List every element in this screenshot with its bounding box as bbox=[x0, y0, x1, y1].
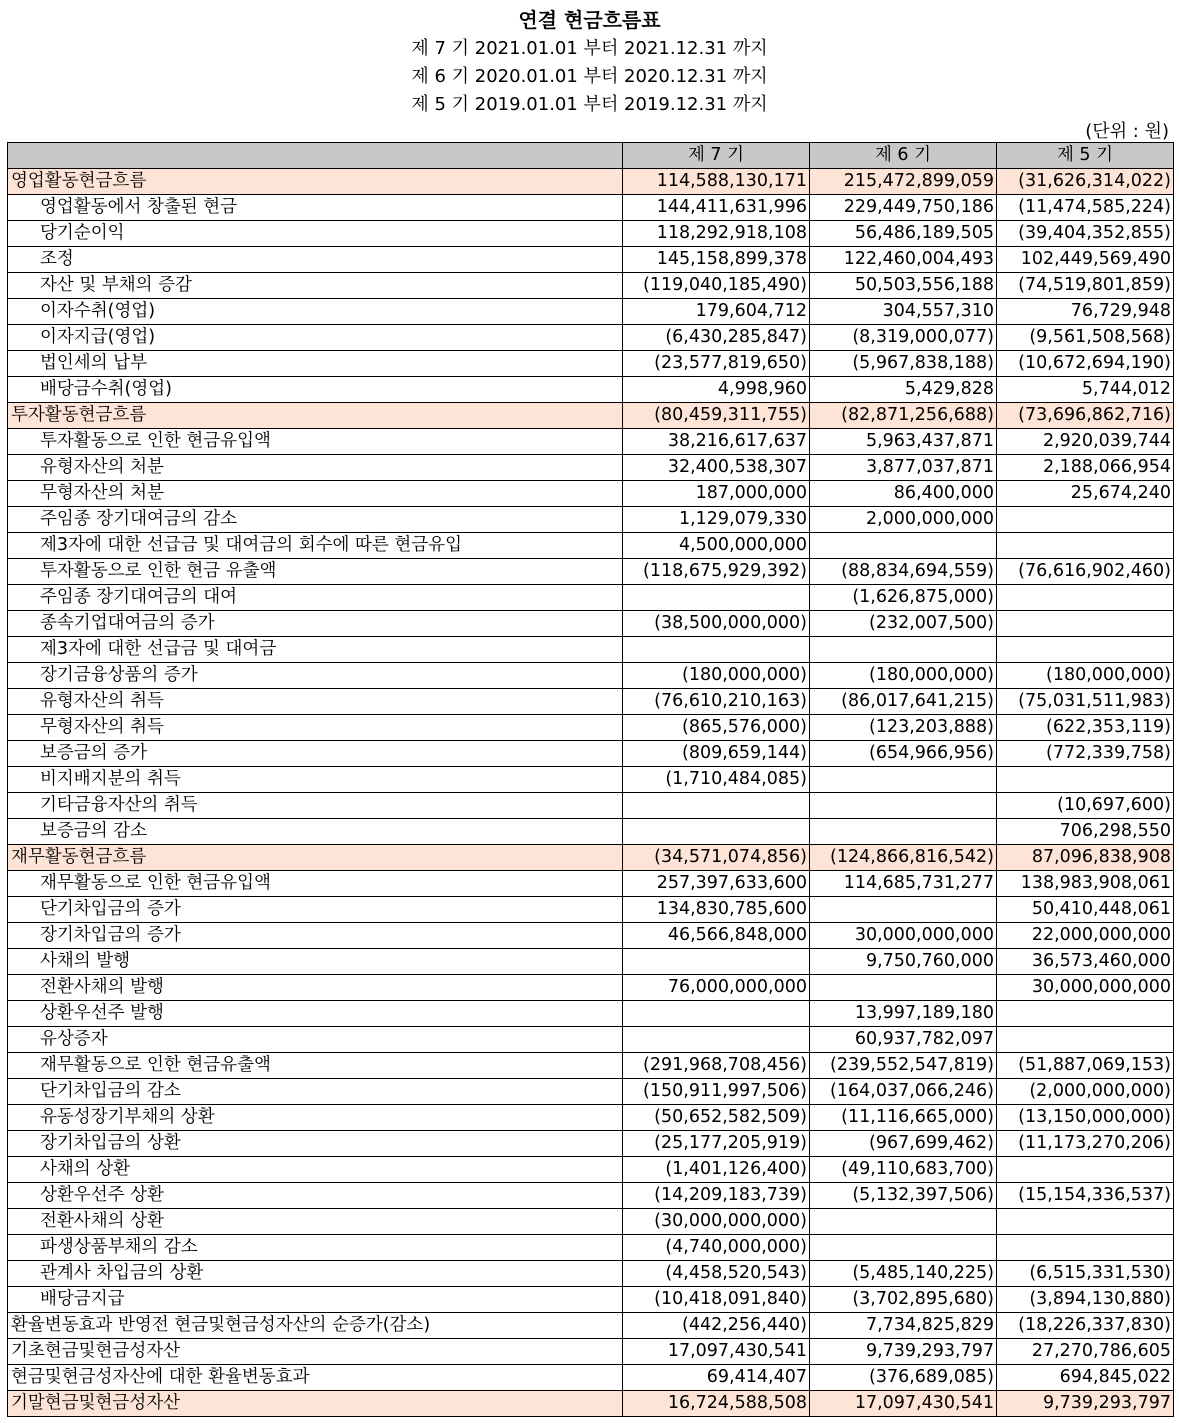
row-label: 배당금수취(영업) bbox=[8, 377, 623, 403]
row-label: 사채의 상환 bbox=[8, 1157, 623, 1183]
value-cell: 122,460,004,493 bbox=[810, 247, 997, 273]
value-cell: 2,920,039,744 bbox=[997, 429, 1174, 455]
table-row bbox=[8, 1183, 1174, 1209]
value-cell: 5,963,437,871 bbox=[810, 429, 997, 455]
table-row bbox=[8, 299, 1174, 325]
value-cell: (6,430,285,847) bbox=[623, 325, 810, 351]
value-cell: 60,937,782,097 bbox=[810, 1027, 997, 1053]
value-cell bbox=[810, 533, 997, 559]
table-row bbox=[8, 689, 1174, 715]
row-label: 재무활동으로 인한 현금유입액 bbox=[8, 871, 623, 897]
value-cell bbox=[623, 793, 810, 819]
row-label: 보증금의 감소 bbox=[8, 819, 623, 845]
value-cell bbox=[997, 533, 1174, 559]
value-cell: (50,652,582,509) bbox=[623, 1105, 810, 1131]
table-row bbox=[8, 1131, 1174, 1157]
table-row bbox=[8, 923, 1174, 949]
period-line: 제 5 기 2019.01.01 부터 2019.12.31 까지 bbox=[411, 94, 768, 115]
value-cell bbox=[623, 1027, 810, 1053]
row-label: 상환우선주 상환 bbox=[8, 1183, 623, 1209]
value-cell: 138,983,908,061 bbox=[997, 871, 1174, 897]
value-cell: 27,270,786,605 bbox=[997, 1339, 1174, 1365]
table-row bbox=[8, 169, 1174, 195]
table-row bbox=[8, 1313, 1174, 1339]
value-cell: (1,710,484,085) bbox=[623, 767, 810, 793]
value-cell: (49,110,683,700) bbox=[810, 1157, 997, 1183]
value-cell: (291,968,708,456) bbox=[623, 1053, 810, 1079]
row-label: 기초현금및현금성자산 bbox=[8, 1339, 623, 1365]
value-cell: (119,040,185,490) bbox=[623, 273, 810, 299]
row-label: 무형자산의 취득 bbox=[8, 715, 623, 741]
value-cell: (809,659,144) bbox=[623, 741, 810, 767]
value-cell: 16,724,588,508 bbox=[623, 1391, 810, 1417]
value-cell: (51,887,069,153) bbox=[997, 1053, 1174, 1079]
table-row bbox=[8, 611, 1174, 637]
value-cell: 30,000,000,000 bbox=[997, 975, 1174, 1001]
value-cell: 87,096,838,908 bbox=[997, 845, 1174, 871]
row-label: 기타금융자산의 취득 bbox=[8, 793, 623, 819]
value-cell: 114,685,731,277 bbox=[810, 871, 997, 897]
value-cell: 22,000,000,000 bbox=[997, 923, 1174, 949]
row-label: 투자활동으로 인한 현금 유출액 bbox=[8, 559, 623, 585]
table-row bbox=[8, 1339, 1174, 1365]
value-cell bbox=[810, 819, 997, 845]
value-cell: (967,699,462) bbox=[810, 1131, 997, 1157]
header-label bbox=[8, 143, 623, 169]
table-row bbox=[8, 715, 1174, 741]
header-period-7: 제 7 기 bbox=[623, 143, 810, 169]
value-cell bbox=[623, 585, 810, 611]
row-label: 영업활동에서 창출된 현금 bbox=[8, 195, 623, 221]
table-row bbox=[8, 325, 1174, 351]
table-row bbox=[8, 585, 1174, 611]
value-cell: 17,097,430,541 bbox=[623, 1339, 810, 1365]
value-cell: (38,500,000,000) bbox=[623, 611, 810, 637]
value-cell bbox=[997, 611, 1174, 637]
row-label: 무형자산의 처분 bbox=[8, 481, 623, 507]
row-label: 전환사채의 상환 bbox=[8, 1209, 623, 1235]
row-label: 주임종 장기대여금의 대여 bbox=[8, 585, 623, 611]
value-cell: 76,000,000,000 bbox=[623, 975, 810, 1001]
value-cell: 30,000,000,000 bbox=[810, 923, 997, 949]
value-cell: (6,515,331,530) bbox=[997, 1261, 1174, 1287]
cash-flow-table bbox=[7, 142, 1174, 1417]
value-cell: (74,519,801,859) bbox=[997, 273, 1174, 299]
table-row bbox=[8, 1209, 1174, 1235]
table-row bbox=[8, 663, 1174, 689]
value-cell: (376,689,085) bbox=[810, 1365, 997, 1391]
value-cell: 56,486,189,505 bbox=[810, 221, 997, 247]
value-cell: 114,588,130,171 bbox=[623, 169, 810, 195]
value-cell: (39,404,352,855) bbox=[997, 221, 1174, 247]
row-label: 투자활동현금흐름 bbox=[8, 403, 623, 429]
value-cell bbox=[623, 949, 810, 975]
value-cell: (25,177,205,919) bbox=[623, 1131, 810, 1157]
value-cell: (14,209,183,739) bbox=[623, 1183, 810, 1209]
table-row bbox=[8, 1287, 1174, 1313]
row-label: 현금및현금성자산에 대한 환율변동효과 bbox=[8, 1365, 623, 1391]
value-cell: (1,626,875,000) bbox=[810, 585, 997, 611]
value-cell: 4,998,960 bbox=[623, 377, 810, 403]
table-row bbox=[8, 351, 1174, 377]
value-cell bbox=[997, 585, 1174, 611]
value-cell: 257,397,633,600 bbox=[623, 871, 810, 897]
row-label: 보증금의 증가 bbox=[8, 741, 623, 767]
table-row bbox=[8, 1079, 1174, 1105]
table-row bbox=[8, 845, 1174, 871]
unit-label: (단위 : 원) bbox=[1085, 121, 1169, 142]
value-cell: 25,674,240 bbox=[997, 481, 1174, 507]
value-cell: (5,967,838,188) bbox=[810, 351, 997, 377]
table-row bbox=[8, 559, 1174, 585]
value-cell bbox=[623, 1001, 810, 1027]
row-label: 재무활동으로 인한 현금유출액 bbox=[8, 1053, 623, 1079]
table-row bbox=[8, 1261, 1174, 1287]
row-label: 당기순이익 bbox=[8, 221, 623, 247]
value-cell bbox=[623, 819, 810, 845]
value-cell: (232,007,500) bbox=[810, 611, 997, 637]
value-cell: (118,675,929,392) bbox=[623, 559, 810, 585]
value-cell: 215,472,899,059 bbox=[810, 169, 997, 195]
value-cell: (88,834,694,559) bbox=[810, 559, 997, 585]
table-row bbox=[8, 1053, 1174, 1079]
value-cell: (18,226,337,830) bbox=[997, 1313, 1174, 1339]
value-cell: (4,458,520,543) bbox=[623, 1261, 810, 1287]
table-row bbox=[8, 897, 1174, 923]
value-cell bbox=[997, 1027, 1174, 1053]
value-cell: (180,000,000) bbox=[810, 663, 997, 689]
table-row bbox=[8, 221, 1174, 247]
value-cell: 145,158,899,378 bbox=[623, 247, 810, 273]
value-cell: (442,256,440) bbox=[623, 1313, 810, 1339]
value-cell: 50,410,448,061 bbox=[997, 897, 1174, 923]
row-label: 이자수취(영업) bbox=[8, 299, 623, 325]
table-row bbox=[8, 1157, 1174, 1183]
table-row bbox=[8, 533, 1174, 559]
row-label: 파생상품부채의 감소 bbox=[8, 1235, 623, 1261]
value-cell: (10,418,091,840) bbox=[623, 1287, 810, 1313]
value-cell: (180,000,000) bbox=[623, 663, 810, 689]
value-cell bbox=[810, 767, 997, 793]
value-cell: 102,449,569,490 bbox=[997, 247, 1174, 273]
table-row bbox=[8, 1105, 1174, 1131]
table-row bbox=[8, 819, 1174, 845]
table-row bbox=[8, 481, 1174, 507]
value-cell: (11,474,585,224) bbox=[997, 195, 1174, 221]
row-label: 유형자산의 처분 bbox=[8, 455, 623, 481]
value-cell: 304,557,310 bbox=[810, 299, 997, 325]
value-cell: 3,877,037,871 bbox=[810, 455, 997, 481]
value-cell: (76,616,902,460) bbox=[997, 559, 1174, 585]
value-cell: (1,401,126,400) bbox=[623, 1157, 810, 1183]
value-cell bbox=[810, 793, 997, 819]
value-cell: (75,031,511,983) bbox=[997, 689, 1174, 715]
value-cell: (654,966,956) bbox=[810, 741, 997, 767]
value-cell: (5,485,140,225) bbox=[810, 1261, 997, 1287]
value-cell: (13,150,000,000) bbox=[997, 1105, 1174, 1131]
value-cell: (2,000,000,000) bbox=[997, 1079, 1174, 1105]
value-cell bbox=[810, 975, 997, 1001]
value-cell: 4,500,000,000 bbox=[623, 533, 810, 559]
row-label: 재무활동현금흐름 bbox=[8, 845, 623, 871]
value-cell: 118,292,918,108 bbox=[623, 221, 810, 247]
table-body bbox=[8, 169, 1174, 1417]
value-cell: 36,573,460,000 bbox=[997, 949, 1174, 975]
value-cell: (239,552,547,819) bbox=[810, 1053, 997, 1079]
value-cell bbox=[623, 637, 810, 663]
value-cell: (10,672,694,190) bbox=[997, 351, 1174, 377]
value-cell bbox=[997, 1157, 1174, 1183]
value-cell: 187,000,000 bbox=[623, 481, 810, 507]
period-line: 제 7 기 2021.01.01 부터 2021.12.31 까지 bbox=[411, 38, 768, 59]
value-cell bbox=[810, 637, 997, 663]
table-row bbox=[8, 1365, 1174, 1391]
value-cell: 50,503,556,188 bbox=[810, 273, 997, 299]
table-row bbox=[8, 455, 1174, 481]
value-cell: (30,000,000,000) bbox=[623, 1209, 810, 1235]
value-cell: (76,610,210,163) bbox=[623, 689, 810, 715]
period-line: 제 6 기 2020.01.01 부터 2020.12.31 까지 bbox=[411, 66, 768, 87]
value-cell: 9,739,293,797 bbox=[997, 1391, 1174, 1417]
table-row bbox=[8, 793, 1174, 819]
row-label: 환율변동효과 반영전 현금및현금성자산의 순증가(감소) bbox=[8, 1313, 623, 1339]
table-row bbox=[8, 949, 1174, 975]
row-label: 주임종 장기대여금의 감소 bbox=[8, 507, 623, 533]
table-row bbox=[8, 975, 1174, 1001]
row-label: 종속기업대여금의 증가 bbox=[8, 611, 623, 637]
value-cell: (150,911,997,506) bbox=[623, 1079, 810, 1105]
value-cell: (10,697,600) bbox=[997, 793, 1174, 819]
table-row bbox=[8, 377, 1174, 403]
value-cell bbox=[810, 1209, 997, 1235]
value-cell: 694,845,022 bbox=[997, 1365, 1174, 1391]
row-label: 유형자산의 취득 bbox=[8, 689, 623, 715]
value-cell: 7,734,825,829 bbox=[810, 1313, 997, 1339]
header-period-5: 제 5 기 bbox=[997, 143, 1174, 169]
header-row bbox=[8, 143, 1174, 169]
table-row bbox=[8, 871, 1174, 897]
value-cell: 46,566,848,000 bbox=[623, 923, 810, 949]
value-cell: (23,577,819,650) bbox=[623, 351, 810, 377]
row-label: 배당금지급 bbox=[8, 1287, 623, 1313]
value-cell: 69,414,407 bbox=[623, 1365, 810, 1391]
value-cell: (3,894,130,880) bbox=[997, 1287, 1174, 1313]
row-label: 법인세의 납부 bbox=[8, 351, 623, 377]
value-cell: 76,729,948 bbox=[997, 299, 1174, 325]
value-cell: 134,830,785,600 bbox=[623, 897, 810, 923]
value-cell: (82,871,256,688) bbox=[810, 403, 997, 429]
table-row bbox=[8, 429, 1174, 455]
value-cell bbox=[810, 897, 997, 923]
table-row bbox=[8, 247, 1174, 273]
row-label: 단기차입금의 증가 bbox=[8, 897, 623, 923]
header-period-6: 제 6 기 bbox=[810, 143, 997, 169]
table-row bbox=[8, 403, 1174, 429]
value-cell: 1,129,079,330 bbox=[623, 507, 810, 533]
value-cell: 13,997,189,180 bbox=[810, 1001, 997, 1027]
value-cell: (34,571,074,856) bbox=[623, 845, 810, 871]
value-cell: (11,173,270,206) bbox=[997, 1131, 1174, 1157]
value-cell: (3,702,895,680) bbox=[810, 1287, 997, 1313]
row-label: 상환우선주 발행 bbox=[8, 1001, 623, 1027]
row-label: 투자활동으로 인한 현금유입액 bbox=[8, 429, 623, 455]
value-cell: (164,037,066,246) bbox=[810, 1079, 997, 1105]
value-cell: (11,116,665,000) bbox=[810, 1105, 997, 1131]
row-label: 조정 bbox=[8, 247, 623, 273]
row-label: 이자지급(영업) bbox=[8, 325, 623, 351]
value-cell: (73,696,862,716) bbox=[997, 403, 1174, 429]
value-cell: (865,576,000) bbox=[623, 715, 810, 741]
row-label: 관계사 차입금의 상환 bbox=[8, 1261, 623, 1287]
row-label: 장기차입금의 증가 bbox=[8, 923, 623, 949]
value-cell: 144,411,631,996 bbox=[623, 195, 810, 221]
row-label: 유상증자 bbox=[8, 1027, 623, 1053]
row-label: 자산 및 부채의 증감 bbox=[8, 273, 623, 299]
value-cell: (180,000,000) bbox=[997, 663, 1174, 689]
value-cell: 229,449,750,186 bbox=[810, 195, 997, 221]
row-label: 장기금융상품의 증가 bbox=[8, 663, 623, 689]
value-cell: 9,750,760,000 bbox=[810, 949, 997, 975]
value-cell: 2,188,066,954 bbox=[997, 455, 1174, 481]
value-cell: 5,744,012 bbox=[997, 377, 1174, 403]
value-cell: (772,339,758) bbox=[997, 741, 1174, 767]
row-label: 유동성장기부채의 상환 bbox=[8, 1105, 623, 1131]
row-label: 장기차입금의 상환 bbox=[8, 1131, 623, 1157]
value-cell: (15,154,336,537) bbox=[997, 1183, 1174, 1209]
value-cell: 86,400,000 bbox=[810, 481, 997, 507]
value-cell: (86,017,641,215) bbox=[810, 689, 997, 715]
row-label: 전환사채의 발행 bbox=[8, 975, 623, 1001]
value-cell: 706,298,550 bbox=[997, 819, 1174, 845]
value-cell: (5,132,397,506) bbox=[810, 1183, 997, 1209]
table-row bbox=[8, 1235, 1174, 1261]
value-cell: (123,203,888) bbox=[810, 715, 997, 741]
row-label: 사채의 발행 bbox=[8, 949, 623, 975]
value-cell bbox=[997, 767, 1174, 793]
value-cell bbox=[810, 1235, 997, 1261]
value-cell: 9,739,293,797 bbox=[810, 1339, 997, 1365]
value-cell: 179,604,712 bbox=[623, 299, 810, 325]
row-label: 기말현금및현금성자산 bbox=[8, 1391, 623, 1417]
value-cell bbox=[997, 507, 1174, 533]
table-row bbox=[8, 767, 1174, 793]
row-label: 비지배지분의 취득 bbox=[8, 767, 623, 793]
value-cell: (9,561,508,568) bbox=[997, 325, 1174, 351]
value-cell: 32,400,538,307 bbox=[623, 455, 810, 481]
table-row bbox=[8, 1391, 1174, 1417]
table-row bbox=[8, 1001, 1174, 1027]
row-label: 제3자에 대한 선급금 및 대여금 bbox=[8, 637, 623, 663]
value-cell: 5,429,828 bbox=[810, 377, 997, 403]
value-cell: 38,216,617,637 bbox=[623, 429, 810, 455]
value-cell: (124,866,816,542) bbox=[810, 845, 997, 871]
table-row bbox=[8, 195, 1174, 221]
table-row bbox=[8, 741, 1174, 767]
table-row bbox=[8, 273, 1174, 299]
value-cell: (622,353,119) bbox=[997, 715, 1174, 741]
value-cell: 17,097,430,541 bbox=[810, 1391, 997, 1417]
value-cell: 2,000,000,000 bbox=[810, 507, 997, 533]
row-label: 제3자에 대한 선급금 및 대여금의 회수에 따른 현금유입 bbox=[8, 533, 623, 559]
row-label: 영업활동현금흐름 bbox=[8, 169, 623, 195]
value-cell bbox=[997, 1001, 1174, 1027]
table-row bbox=[8, 637, 1174, 663]
value-cell: (4,740,000,000) bbox=[623, 1235, 810, 1261]
value-cell: (31,626,314,022) bbox=[997, 169, 1174, 195]
value-cell bbox=[997, 1235, 1174, 1261]
value-cell bbox=[997, 1209, 1174, 1235]
row-label: 단기차입금의 감소 bbox=[8, 1079, 623, 1105]
value-cell: (8,319,000,077) bbox=[810, 325, 997, 351]
value-cell: (80,459,311,755) bbox=[623, 403, 810, 429]
statement-title: 연결 현금흐름표 bbox=[518, 8, 661, 32]
table-row bbox=[8, 1027, 1174, 1053]
table-row bbox=[8, 507, 1174, 533]
value-cell bbox=[997, 637, 1174, 663]
